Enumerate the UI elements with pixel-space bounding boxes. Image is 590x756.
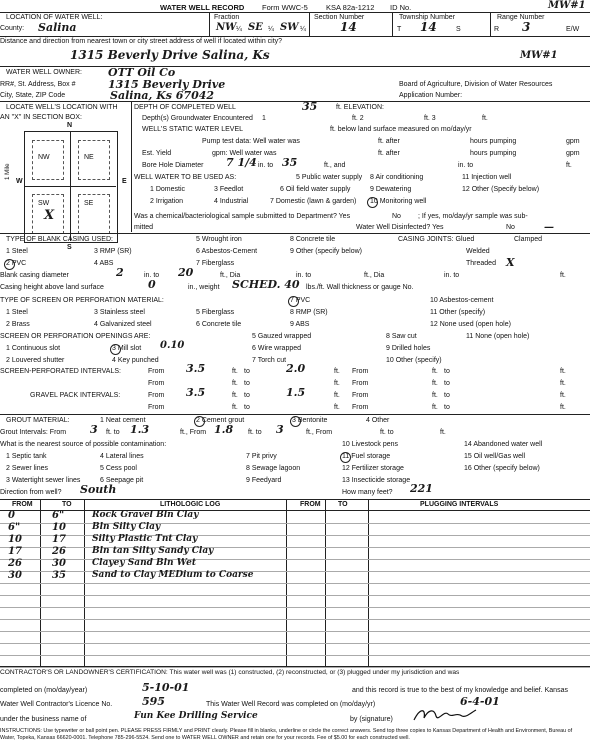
yield-after: ft. after xyxy=(378,150,400,157)
east-label: E xyxy=(122,178,127,185)
si-ft-6: ft. xyxy=(334,380,340,387)
casing-in-2: in. to xyxy=(444,272,460,279)
joints-clamped: Clamped xyxy=(514,236,543,243)
gp-ft-5: ft. xyxy=(232,404,238,411)
src-16: 16 Other (specify below) xyxy=(464,465,540,472)
casing-to-value: 20 xyxy=(178,266,194,279)
county-label: County: xyxy=(0,25,25,32)
grout-ft-4: ft., From xyxy=(306,429,333,436)
log-from: 30 xyxy=(8,570,22,581)
gp-to-label-4: to xyxy=(444,404,450,411)
src-3: 3 Watertight sewer lines xyxy=(6,477,81,484)
owner-address: 1315 Beverly Drive xyxy=(108,78,226,91)
gw-end: ft. xyxy=(482,115,488,122)
section-box-label-2: AN "X" IN SECTION BOX: xyxy=(0,114,82,121)
src-9: 9 Feedyard xyxy=(246,477,282,484)
bore-to-value: 35 xyxy=(282,156,298,169)
log-desc: Silty Plastic Tnt Clay xyxy=(92,534,198,544)
signature-image xyxy=(410,704,480,726)
gp-to-label: to xyxy=(244,392,250,399)
screen-5: 5 Fiberglass xyxy=(196,309,235,316)
log-desc: Rock Gravel Bln Clay xyxy=(92,510,199,520)
screen-12: 12 None used (open hole) xyxy=(430,321,511,328)
si-ft-2: ft. xyxy=(334,368,340,375)
src-11-circle xyxy=(340,452,351,463)
fraction-2: SE xyxy=(248,22,263,33)
use-7: 7 Domestic (lawn & garden) xyxy=(270,198,357,205)
gp-from-label: From xyxy=(148,392,165,399)
mw-top-annotation: MW#1 xyxy=(548,0,586,11)
chem-no: No xyxy=(392,213,401,220)
quad-ne: NE xyxy=(84,154,94,161)
water-use-label: WELL WATER TO BE USED AS: xyxy=(134,174,237,181)
grout-intervals-label: Grout Intervals: From xyxy=(0,429,67,436)
openings-label: SCREEN OR PERFORATION OPENINGS ARE: xyxy=(0,333,151,340)
quarter-2: ¼ xyxy=(268,26,274,33)
src-6: 6 Seepage pit xyxy=(100,477,144,484)
grout-to-1: 1.3 xyxy=(130,423,150,436)
howmany-value: 221 xyxy=(410,482,433,495)
grout-ft-5: ft. to xyxy=(380,429,394,436)
range-ew: E/W xyxy=(566,26,580,33)
log-header-plug-to: TO xyxy=(338,501,348,508)
log-header-lithologic: LITHOLOGIC LOG xyxy=(160,501,221,508)
log-header-from: FROM xyxy=(12,501,33,508)
quad-se: SE xyxy=(84,200,94,207)
section-box-label: LOCATE WELL'S LOCATION WITH xyxy=(6,104,118,111)
grout-label: GROUT MATERIAL: xyxy=(6,417,70,424)
open-4: 4 Key punched xyxy=(112,357,159,364)
log-desc: Sand to Clay MEDium to Coarse xyxy=(92,570,254,580)
form-number: Form WWC-5 xyxy=(262,3,308,12)
record-date: 6-4-01 xyxy=(460,695,500,708)
yield-gpm: gpm xyxy=(566,150,580,157)
casing-2: 2 PVC xyxy=(6,260,27,267)
casing-dia-1: ft., Dia xyxy=(220,272,241,279)
grout-3-circle xyxy=(290,416,301,427)
fraction-label: Fraction xyxy=(214,14,240,21)
use-5: 5 Public water supply xyxy=(296,174,363,181)
north-label: N xyxy=(67,122,73,129)
src-13: 13 Insecticide storage xyxy=(342,477,411,484)
cert-line-2a: completed on (mo/day/year) xyxy=(0,687,88,694)
gp-from-label-4: From xyxy=(352,404,369,411)
gp-to-label-3: to xyxy=(244,404,250,411)
gp-ft-7: ft. xyxy=(432,404,438,411)
casing-7: 7 Fiberglass xyxy=(196,260,235,267)
direction-label: Direction from well? xyxy=(0,489,62,496)
gp-to-label-2: to xyxy=(444,392,450,399)
township-s: S xyxy=(456,26,461,33)
owner-name: OTT Oil Co xyxy=(108,66,176,79)
mile-label: 1 Mile xyxy=(4,163,11,180)
src-8: 8 Sewage lagoon xyxy=(246,465,301,472)
yield-hours: hours pumping xyxy=(470,150,517,157)
pump-hours: hours pumping xyxy=(470,138,517,145)
log-header-plug-from: FROM xyxy=(300,501,321,508)
si-from-label-2: From xyxy=(352,368,369,375)
open-11: 11 None (open hole) xyxy=(466,333,530,340)
open-10: 10 Other (specify) xyxy=(386,357,442,364)
county-value: Salina xyxy=(38,21,77,34)
gp-ft-8: ft. xyxy=(560,404,566,411)
casing-5: 5 Wrought iron xyxy=(196,236,242,243)
use-10-circle xyxy=(367,197,378,208)
log-from: 0 xyxy=(8,510,15,521)
screen-7-circle xyxy=(288,296,299,307)
id-no-label: ID No. xyxy=(390,3,412,12)
form-title: WATER WELL RECORD xyxy=(160,3,245,12)
si-to-value: 2.0 xyxy=(286,362,306,375)
ksa-ref: KSA 82a-1212 xyxy=(326,3,375,12)
gravel-label: GRAVEL PACK INTERVALS: xyxy=(30,392,121,399)
open-5: 5 Gauzed wrapped xyxy=(252,333,312,340)
screen-10: 10 Asbestos-cement xyxy=(430,297,494,304)
screen-2: 2 Brass xyxy=(6,321,30,328)
depth-unit: ft. ELEVATION: xyxy=(336,104,384,111)
casing-diameter-label: Blank casing diameter xyxy=(0,272,69,279)
bore-label: Bore Hole Diameter xyxy=(142,162,204,169)
cert-line-4a: under the business name of xyxy=(0,716,87,723)
gp-from-value: 3.5 xyxy=(186,386,206,399)
gw-1: 1 xyxy=(262,115,266,122)
location-label: LOCATION OF WATER WELL: xyxy=(6,14,103,21)
township-t: T xyxy=(397,26,402,33)
open-8: 8 Saw cut xyxy=(386,333,417,340)
static-2: ft. below land surface measured on mo/day/yr xyxy=(330,126,472,133)
use-9: 9 Dewatering xyxy=(370,186,412,193)
board-label: Board of Agriculture, Division of Water Resources xyxy=(399,81,553,88)
src-5: 5 Cess pool xyxy=(100,465,137,472)
disinfected-dash: — xyxy=(544,222,554,233)
si-from-value: 3.5 xyxy=(186,362,206,375)
si-to-label-3: to xyxy=(244,380,250,387)
range-label: Range Number xyxy=(497,14,545,21)
log-header-plugging: PLUGGING INTERVALS xyxy=(420,501,499,508)
groundwater-label: Depth(s) Groundwater Encountered xyxy=(142,115,253,122)
chem-3: mitted xyxy=(134,224,154,231)
open-3: 3 Mill slot xyxy=(112,345,142,352)
gp-from-label-2: From xyxy=(352,392,369,399)
src-15: 15 Oil well/Gas well xyxy=(464,453,526,460)
src-10: 10 Livestock pens xyxy=(342,441,399,448)
chem-label: Was a chemical/bacteriological sample submitted to Department? Yes xyxy=(134,213,351,220)
grout-2: 2 Cement grout xyxy=(196,417,245,424)
casing-1: 1 Steel xyxy=(6,248,28,255)
use-10: 10 Monitoring well xyxy=(370,198,427,205)
si-ft-1: ft. xyxy=(232,368,238,375)
mw-right-annotation: MW#1 xyxy=(520,50,558,61)
grout-from-1: 3 xyxy=(90,423,98,436)
disinfected-no: No xyxy=(506,224,515,231)
gw-2: ft. 2 xyxy=(352,115,364,122)
quad-nw: NW xyxy=(38,154,50,161)
township-value: 14 xyxy=(420,20,437,34)
log-from: 17 xyxy=(8,546,22,557)
township-label: Township Number xyxy=(399,14,456,21)
open-9: 9 Drilled holes xyxy=(386,345,431,352)
licence-no: 595 xyxy=(142,695,165,708)
joints-threaded: Threaded xyxy=(466,260,496,267)
depth-label: DEPTH OF COMPLETED WELL xyxy=(134,104,236,111)
owner-city: Salina, Ks 67042 xyxy=(110,89,215,102)
src-14: 14 Abandoned water well xyxy=(464,441,543,448)
gp-ft-6: ft. xyxy=(334,404,340,411)
section-value: 14 xyxy=(340,20,357,34)
log-to: 30 xyxy=(52,558,66,569)
log-desc: Bln tan Silty Sandy Clay xyxy=(92,546,214,556)
grout-4: 4 Other xyxy=(366,417,390,424)
open-2: 2 Louvered shutter xyxy=(6,357,65,364)
grout-1: 1 Neat cement xyxy=(100,417,146,424)
si-ft-4: ft. xyxy=(560,368,566,375)
gp-ft-3: ft. xyxy=(432,392,438,399)
quarter-1: ¼ xyxy=(236,26,242,33)
owner-label: WATER WELL OWNER: xyxy=(6,69,82,76)
cert-line-1: CONTRACTOR'S OR LANDOWNER'S CERTIFICATION: This water well was (1) constructed, (2) reconstructed, or (3) plugged under my jurisdiction and was xyxy=(0,669,460,676)
grout-ft-1: ft. to xyxy=(106,429,120,436)
bore-value: 7 1/4 xyxy=(226,156,257,169)
si-from-label-3: From xyxy=(148,380,165,387)
casing-label: TYPE OF BLANK CASING USED: xyxy=(6,236,113,243)
casing-diameter-value: 2 xyxy=(116,266,124,279)
south-label: S xyxy=(67,244,72,251)
grout-ft-6: ft. xyxy=(440,429,446,436)
pump-label: Pump test data: Well water was xyxy=(202,138,300,145)
threaded-mark: X xyxy=(506,256,515,269)
screen-intervals-label: SCREEN-PERFORATED INTERVALS: xyxy=(0,368,121,375)
section-label: Section Number xyxy=(314,14,365,21)
si-to-label: to xyxy=(244,368,250,375)
range-r: R xyxy=(494,26,500,33)
si-to-label-2: to xyxy=(444,368,450,375)
casing-diam-in: in. to xyxy=(144,272,160,279)
disinfected-label: Water Well Disinfected? Yes xyxy=(356,224,444,231)
bore-ft2: ft. xyxy=(566,162,572,169)
casing-2-circle xyxy=(4,259,15,270)
fraction-1: NW xyxy=(216,22,237,33)
completed-date: 5-10-01 xyxy=(142,681,190,694)
mill-slot-value: 0.10 xyxy=(160,340,185,351)
pump-after: ft. after xyxy=(378,138,400,145)
screen-9: 9 ABS xyxy=(290,321,310,328)
quarter-3: ¼ xyxy=(300,26,306,33)
si-from-label-4: From xyxy=(352,380,369,387)
casing-weight-value: SCHED. 40 xyxy=(232,278,300,291)
screen-11: 11 Other (specify) xyxy=(430,309,486,316)
log-to: 26 xyxy=(52,546,66,557)
address-label: RR#, St. Address, Box # xyxy=(0,81,76,88)
city-label: City, State, ZIP Code xyxy=(0,92,66,99)
open-7: 7 Torch cut xyxy=(252,357,287,364)
src-4: 4 Lateral lines xyxy=(100,453,144,460)
log-desc: Bln Silty Clay xyxy=(92,522,161,532)
si-ft-5: ft. xyxy=(232,380,238,387)
casing-height-value: 0 xyxy=(148,278,156,291)
casing-dia-2: ft., Dia xyxy=(364,272,385,279)
use-3: 3 Feedlot xyxy=(214,186,244,193)
location-mark: X xyxy=(44,208,55,223)
gp-ft-1: ft. xyxy=(232,392,238,399)
casing-ft: ft. xyxy=(560,272,566,279)
open-1: 1 Continuous slot xyxy=(6,345,61,352)
log-to: 35 xyxy=(52,570,66,581)
use-1: 1 Domestic xyxy=(150,186,186,193)
distance-label: Distance and direction from nearest town or city street address of well if located within city? xyxy=(0,38,283,45)
casing-6: 6 Asbestos-Cement xyxy=(196,248,258,255)
casing-8: 8 Concrete tile xyxy=(290,236,336,243)
instructions: INSTRUCTIONS: Use typewriter or ball point pen. PLEASE PRESS FIRMLY and PRINT clearly. Please fill in blanks, underline or circle the correct answers. Send top three copies to Kansas Department of Health and Environment, Bureau of Water, Topeka, Kansas 66620-0001. Telephone 785-296-5524. Send one to WATER WELL OWNER and retain one for your records. Fee of $5.00 for each constructed well. xyxy=(0,728,573,741)
log-from: 6" xyxy=(8,522,21,533)
use-2: 2 Irrigation xyxy=(150,198,184,205)
src-2: 2 Sewer lines xyxy=(6,465,49,472)
use-6: 6 Oil field water supply xyxy=(280,186,351,193)
si-ft-8: ft. xyxy=(560,380,566,387)
use-4: 4 Industrial xyxy=(214,198,249,205)
grout-ft-3: ft. to xyxy=(248,429,262,436)
open-6: 6 Wire wrapped xyxy=(252,345,302,352)
cert-line-2b: and this record is true to the best of my knowledge and belief. Kansas xyxy=(352,687,568,694)
bore-ft: ft., and xyxy=(324,162,346,169)
src-7: 7 Pit privy xyxy=(246,453,277,460)
screen-8: 8 RMP (SR) xyxy=(290,309,328,316)
log-from: 10 xyxy=(8,534,22,545)
signature-label: by (signature) xyxy=(350,716,393,723)
si-to-label-4: to xyxy=(444,380,450,387)
screen-6: 6 Concrete tile xyxy=(196,321,242,328)
log-to: 10 xyxy=(52,522,66,533)
casing-9: 9 Other (specify below) xyxy=(290,248,362,255)
pump-gpm: gpm xyxy=(566,138,580,145)
screen-7: 7 PVC xyxy=(290,297,311,304)
si-ft-7: ft. xyxy=(432,380,438,387)
fraction-3: SW xyxy=(280,22,299,33)
casing-weight-label: in., weight xyxy=(188,284,220,291)
cert-line-3b: This Water Well Record was completed on (mo/day/yr) xyxy=(206,701,376,708)
howmany-label: How many feet? xyxy=(342,489,393,496)
joints-glued: CASING JOINTS: Glued xyxy=(398,236,475,243)
log-to: 17 xyxy=(52,534,66,545)
range-value: 3 xyxy=(522,20,531,34)
contam-label: What is the nearest source of possible contamination: xyxy=(0,441,167,448)
log-desc: Clayey Sand Bln Wet xyxy=(92,558,196,568)
joints-welded: Welded xyxy=(466,248,490,255)
log-to: 6" xyxy=(52,510,65,521)
direction-value: South xyxy=(80,483,117,496)
cert-line-3a: Water Well Contractor's Licence No. xyxy=(0,701,113,708)
gp-to-value: 1.5 xyxy=(286,386,306,399)
business-name: Fun Kee Drilling Service xyxy=(134,711,258,721)
screen-1: 1 Steel xyxy=(6,309,28,316)
yield-label: Est. Yield xyxy=(142,150,172,157)
chem-2: ; If yes, mo/day/yr sample was sub- xyxy=(418,213,528,220)
casing-wall: lbs./ft. Wall thickness or gauge No. xyxy=(306,284,414,291)
gp-from-label-3: From xyxy=(148,404,165,411)
screen-4: 4 Galvanized steel xyxy=(94,321,152,328)
si-ft-3: ft. xyxy=(432,368,438,375)
grout-2-circle xyxy=(194,416,205,427)
screen-3: 3 Stainless steel xyxy=(94,309,145,316)
use-8: 8 Air conditioning xyxy=(370,174,424,181)
gp-ft-2: ft. xyxy=(334,392,340,399)
casing-in-1: in. to xyxy=(296,272,312,279)
log-header-to: TO xyxy=(62,501,72,508)
west-label: W xyxy=(16,178,23,185)
screen-label: TYPE OF SCREEN OR PERFORATION MATERIAL: xyxy=(0,297,164,304)
log-from: 26 xyxy=(8,558,22,569)
grout-3: 3 Bentonite xyxy=(292,417,328,424)
src-11: 11 Fuel storage xyxy=(342,453,391,460)
open-3-circle xyxy=(110,344,121,355)
grout-to-2: 3 xyxy=(276,423,284,436)
gw-3: ft. 3 xyxy=(424,115,436,122)
casing-height-label: Casing height above land surface xyxy=(0,284,104,291)
use-11: 11 Injection well xyxy=(462,174,512,181)
grout-ft-2: ft., From xyxy=(180,429,207,436)
quad-sw: SW xyxy=(38,200,50,207)
si-from-label: From xyxy=(148,368,165,375)
casing-3: 3 RMP (SR) xyxy=(94,248,132,255)
bore-in2: in. to xyxy=(458,162,474,169)
distance-value: 1315 Beverly Drive Salina, Ks xyxy=(70,48,270,62)
app-number-label: Application Number: xyxy=(399,92,463,99)
gp-ft-4: ft. xyxy=(560,392,566,399)
grout-from-2: 1.8 xyxy=(214,423,234,436)
depth-value: 35 xyxy=(302,100,318,113)
static-label: WELL'S STATIC WATER LEVEL xyxy=(142,126,244,133)
casing-4: 4 ABS xyxy=(94,260,114,267)
use-12: 12 Other (Specify below) xyxy=(462,186,540,193)
src-12: 12 Fertilizer storage xyxy=(342,465,404,472)
src-1: 1 Septic tank xyxy=(6,453,47,460)
bore-in: in. to xyxy=(258,162,274,169)
yield-2: gpm: Well water was xyxy=(212,150,277,157)
